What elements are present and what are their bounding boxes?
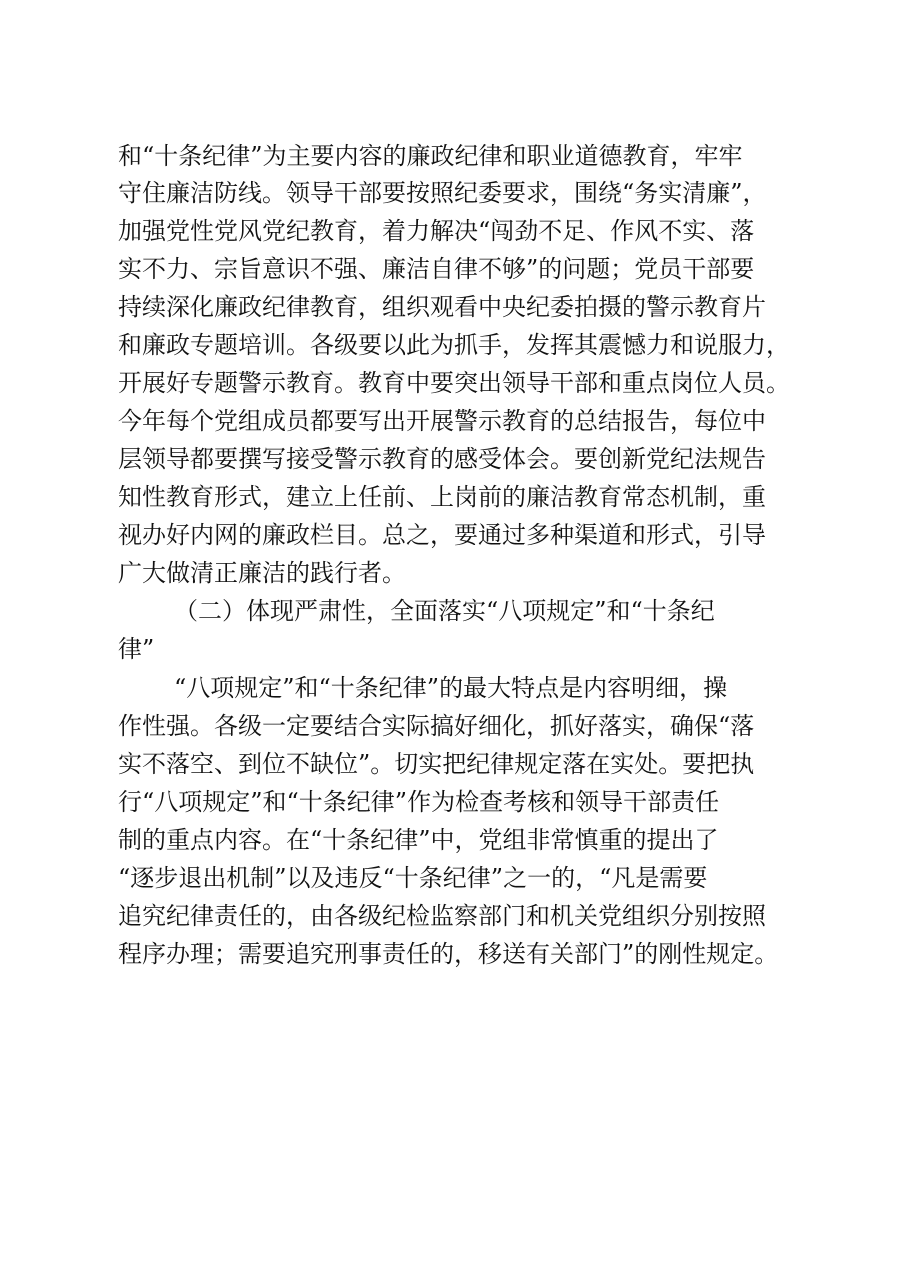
- paragraph-line: （二）体现严肃性，全面落实“八项规定”和“十条纪: [174, 597, 715, 625]
- paragraph-line: 视办好内网的廉政栏目。总之，要通过多种渠道和形式，引导: [118, 521, 766, 549]
- paragraph-line: 制的重点内容。在“十条纪律”中，党组非常慎重的提出了: [118, 826, 719, 854]
- paragraph-line: “八项规定”和“十条纪律”的最大特点是内容明细，操: [174, 674, 728, 702]
- paragraph-line: 广大做清正廉洁的践行者。: [118, 559, 406, 587]
- paragraph-line: 开展好专题警示教育。教育中要突出领导干部和重点岗位人员。: [118, 369, 790, 397]
- paragraph-line: 追究纪律责任的，由各级纪检监察部门和机关党组织分别按照: [118, 902, 766, 930]
- paragraph-line: 实不力、宗旨意识不强、廉洁自律不够”的问题；党员干部要: [118, 255, 755, 283]
- paragraph-line: 持续深化廉政纪律教育，组织观看中央纪委拍摄的警示教育片: [118, 293, 766, 321]
- paragraph-line: 行“八项规定”和“十条纪律”作为检查考核和领导干部责任: [118, 788, 720, 816]
- paragraph-line: 今年每个党组成员都要写出开展警示教育的总结报告，每位中: [118, 407, 766, 435]
- paragraph-line: 程序办理；需要追究刑事责任的，移送有关部门”的刚性规定。: [118, 940, 779, 968]
- paragraph-line: 知性教育形式，建立上任前、上岗前的廉洁教育常态机制，重: [118, 483, 766, 511]
- paragraph-line: 守住廉洁防线。领导干部要按照纪委要求，围绕“务实清廉”，: [118, 179, 767, 207]
- paragraph-line: 实不落空、到位不缺位”。切实把纪律规定落在实处。要把执: [118, 750, 755, 778]
- paragraph-line: 层领导都要撰写接受警示教育的感受体会。要创新党纪法规告: [118, 445, 766, 473]
- paragraph-line: 和“十条纪律”为主要内容的廉政纪律和职业道德教育，牢牢: [118, 142, 743, 170]
- paragraph-line: 和廉政专题培训。各级要以此为抓手，发挥其震憾力和说服力，: [118, 331, 790, 359]
- paragraph-line: “逐步退出机制”以及违反“十条纪律”之一的，“凡是需要: [118, 864, 708, 892]
- paragraph-line: 加强党性党风党纪教育，着力解决“闯劲不足、作风不实、落: [118, 217, 755, 245]
- paragraph-line: 律”: [118, 635, 155, 663]
- paragraph-line: 作性强。各级一定要结合实际搞好细化，抓好落实，确保“落: [118, 712, 755, 740]
